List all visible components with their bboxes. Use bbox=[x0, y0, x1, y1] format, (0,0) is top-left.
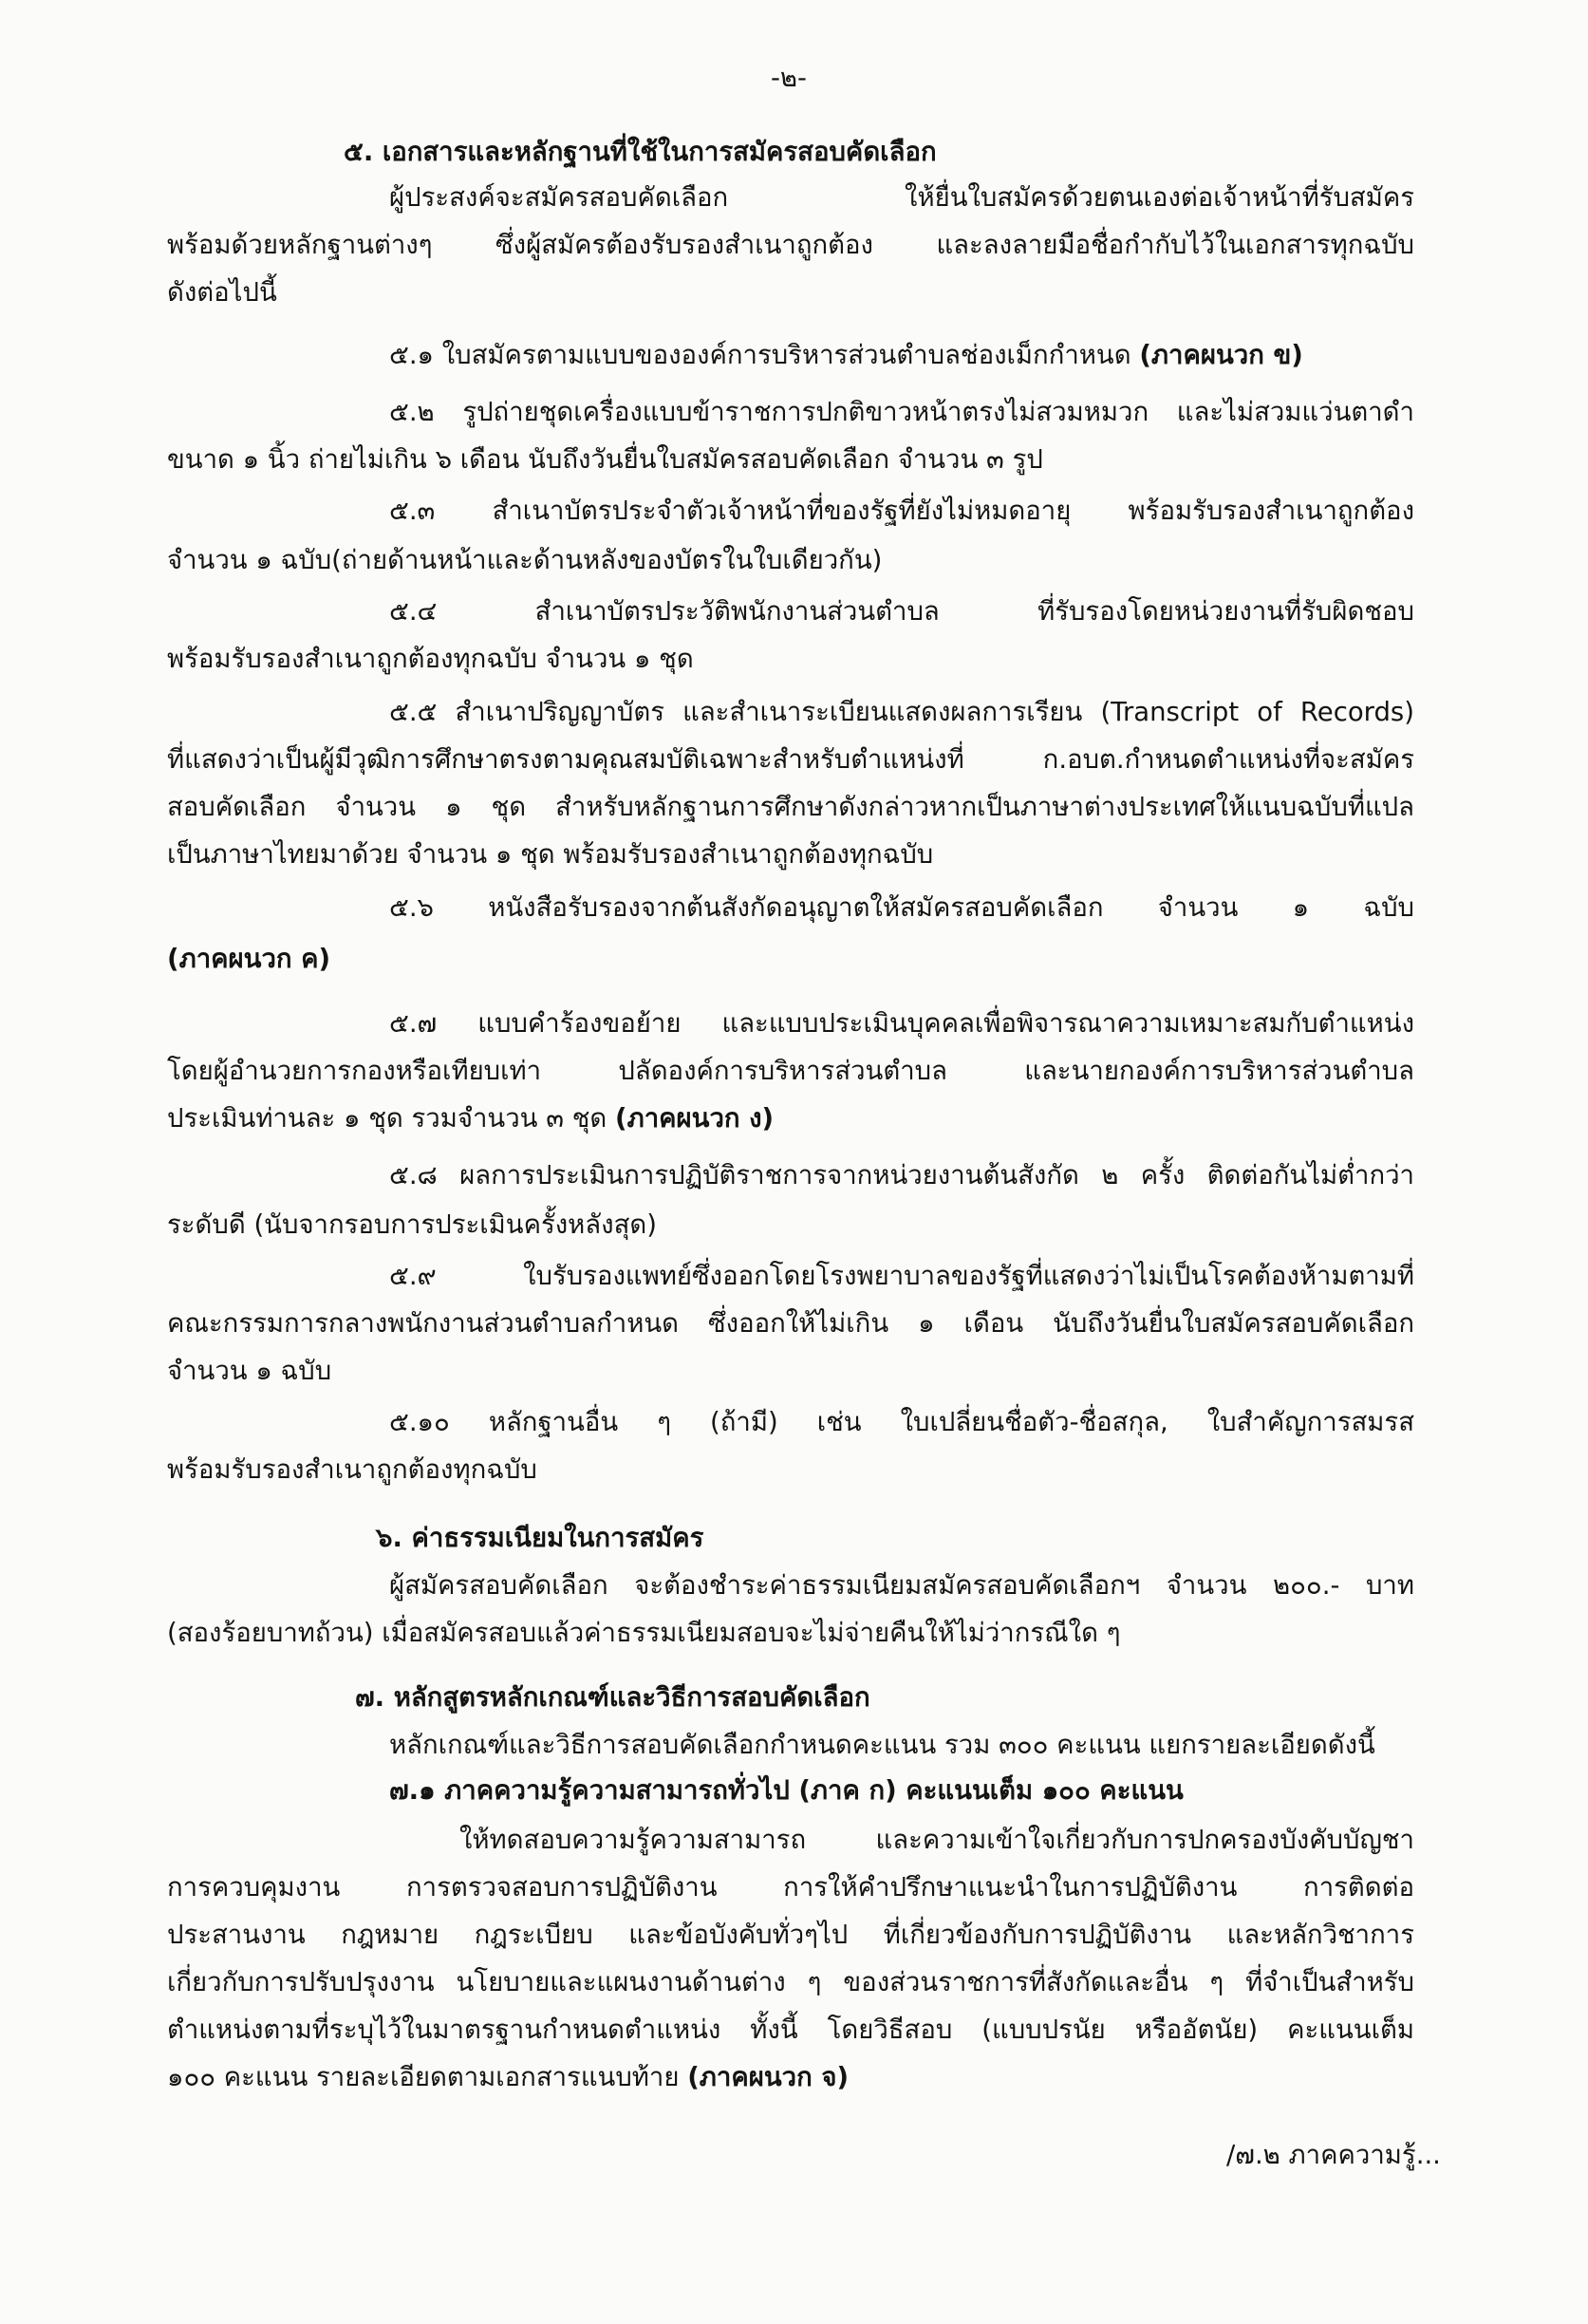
section-7-1-heading: ๗.๑ ภาคความรู้ความสามารถทั่วไป (ภาค ก) คะแนนเต็ม ๑๐๐ คะแนน bbox=[389, 1775, 1184, 1806]
annex-b: (ภาคผนวก ข) bbox=[1139, 340, 1303, 370]
item-5-5-line-4: เป็นภาษาไทยมาด้วย จำนวน ๑ ชุด พร้อมรับรองสำเนาถูกต้องทุกฉบับ bbox=[167, 839, 934, 870]
section-7-1-line-4: เกี่ยวกับการปรับปรุงงาน นโยบายและแผนงานด้านต่าง ๆ ของส่วนราชการที่สังกัดและอื่น ๆ ที่จำเป็นสำหรับ bbox=[167, 1967, 1414, 1997]
item-5-4-line-2: พร้อมรับรองสำเนาถูกต้องทุกฉบับ จำนวน ๑ ชุด bbox=[167, 644, 694, 674]
item-5-9-line-3: จำนวน ๑ ฉบับ bbox=[167, 1356, 332, 1386]
annex-c: (ภาคผนวก ค) bbox=[167, 944, 331, 974]
section-6-line-1: ผู้สมัครสอบคัดเลือก จะต้องชำระค่าธรรมเนียมสมัครสอบคัดเลือกฯ จำนวน ๒๐๐.- บาท bbox=[389, 1570, 1414, 1601]
item-5-1: ๕.๑ ใบสมัครตามแบบขององค์การบริหารส่วนตำบลช่องเม็กกำหนด (ภาคผนวก ข) bbox=[389, 340, 1303, 370]
annex-d: (ภาคผนวก ง) bbox=[615, 1103, 775, 1134]
section-5-intro-line-1: ผู้ประสงค์จะสมัครสอบคัดเลือก ให้ยื่นใบสมัครด้วยตนเองต่อเจ้าหน้าที่รับสมัคร bbox=[389, 182, 1414, 213]
item-5-3-line-1: ๕.๓ สำเนาบัตรประจำตัวเจ้าหน้าที่ของรัฐที่ยังไม่หมดอายุ พร้อมรับรองสำเนาถูกต้อง bbox=[389, 496, 1414, 526]
section-7-1-line-3: ประสานงาน กฎหมาย กฎระเบียบ และข้อบังคับทั่วๆไป ที่เกี่ยวข้องกับการปฏิบัติงาน และหลักวิชาการ bbox=[167, 1920, 1414, 1950]
section-5-intro-line-3: ดังต่อไปนี้ bbox=[167, 277, 277, 308]
section-7-1-line-5: ตำแหน่งตามที่ระบุไว้ในมาตรฐานกำหนดตำแหน่ง ทั้งนี้ โดยวิธีสอบ (แบบปรนัย หรืออัตนัย) คะแนนเต็ม bbox=[167, 2015, 1414, 2045]
section-6-heading: ๖. ค่าธรรมเนียมในการสมัคร bbox=[376, 1523, 704, 1553]
item-5-9-line-2: คณะกรรมการกลางพนักงานส่วนตำบลกำหนด ซึ่งออกให้ไม่เกิน ๑ เดือน นับถึงวันยื่นใบสมัครสอบคัดเลือก bbox=[167, 1308, 1414, 1339]
page-number: -๒- bbox=[771, 63, 807, 93]
item-5-3-line-2: จำนวน ๑ ฉบับ(ถ่ายด้านหน้าและด้านหลังของบัตรในใบเดียวกัน) bbox=[167, 545, 883, 575]
section-7-1-line-2: การควบคุมงาน การตรวจสอบการปฏิบัติงาน การให้คำปรึกษาแนะนำในการปฏิบัติงาน การติดต่อ bbox=[167, 1872, 1414, 1902]
annex-e: (ภาคผนวก จ) bbox=[687, 2062, 850, 2092]
section-5-heading: ๕. เอกสารและหลักฐานที่ใช้ในการสมัครสอบคัดเลือก bbox=[344, 137, 937, 167]
section-7-1-line-6: ๑๐๐ คะแนน รายละเอียดตามเอกสารแนบท้าย (ภาคผนวก จ) bbox=[167, 2062, 850, 2092]
section-7-1-line-1: ให้ทดสอบความรู้ความสามารถ และความเข้าใจเกี่ยวกับการปกครองบังคับบัญชา bbox=[459, 1825, 1414, 1855]
continuation-note: /๗.๒ ภาคความรู้... bbox=[1226, 2140, 1441, 2170]
item-5-6-line-1: ๕.๖ หนังสือรับรองจากต้นสังกัดอนุญาตให้สมัครสอบคัดเลือก จำนวน ๑ ฉบับ bbox=[389, 892, 1414, 923]
item-5-7-line-2: โดยผู้อำนวยการกองหรือเทียบเท่า ปลัดองค์การบริหารส่วนตำบล และนายกองค์การบริหารส่วนตำบล bbox=[167, 1056, 1414, 1086]
item-5-5-line-2: ที่แสดงว่าเป็นผู้มีวุฒิการศึกษาตรงตามคุณสมบัติเฉพาะสำหรับตำแหน่งที่ ก.อบต.กำหนดตำแหน่งที่จะสมัคร bbox=[167, 744, 1414, 775]
section-6-line-2: (สองร้อยบาทถ้วน) เมื่อสมัครสอบแล้วค่าธรรมเนียมสอบจะไม่จ่ายคืนให้ไม่ว่ากรณีใด ๆ bbox=[167, 1618, 1121, 1648]
item-5-7-line-1: ๕.๗ แบบคำร้องขอย้าย และแบบประเมินบุคคลเพื่อพิจารณาความเหมาะสมกับตำแหน่ง bbox=[389, 1008, 1414, 1039]
item-5-10-line-2: พร้อมรับรองสำเนาถูกต้องทุกฉบับ bbox=[167, 1454, 537, 1485]
item-5-8-line-1: ๕.๘ ผลการประเมินการปฏิบัติราชการจากหน่วยงานต้นสังกัด ๒ ครั้ง ติดต่อกันไม่ต่ำกว่า bbox=[389, 1160, 1414, 1190]
item-5-2-line-1: ๕.๒ รูปถ่ายชุดเครื่องแบบข้าราชการปกติขาวหน้าตรงไม่สวมหมวก และไม่สวมแว่นตาดำ bbox=[389, 397, 1414, 427]
item-5-4-line-1: ๕.๔ สำเนาบัตรประวัติพนักงานส่วนตำบล ที่รับรองโดยหน่วยงานที่รับผิดชอบ bbox=[389, 596, 1414, 627]
item-5-8-line-2: ระดับดี (นับจากรอบการประเมินครั้งหลังสุด) bbox=[167, 1209, 657, 1240]
item-5-5-line-1: ๕.๕ สำเนาปริญญาบัตร และสำเนาระเบียนแสดงผลการเรียน (Transcript of Records) bbox=[389, 697, 1414, 727]
section-7-heading: ๗. หลักสูตรหลักเกณฑ์และวิธีการสอบคัดเลือก bbox=[355, 1682, 870, 1713]
section-7-intro: หลักเกณฑ์และวิธีการสอบคัดเลือกกำหนดคะแนน รวม ๓๐๐ คะแนน แยกรายละเอียดดังนี้ bbox=[389, 1730, 1375, 1760]
item-5-10-line-1: ๕.๑๐ หลักฐานอื่น ๆ (ถ้ามี) เช่น ใบเปลี่ยนชื่อตัว-ชื่อสกุล, ใบสำคัญการสมรส bbox=[389, 1407, 1414, 1437]
item-5-7-line-3: ประเมินท่านละ ๑ ชุด รวมจำนวน ๓ ชุด (ภาคผนวก ง) bbox=[167, 1103, 775, 1134]
section-5-intro-line-2: พร้อมด้วยหลักฐานต่างๆ ซึ่งผู้สมัครต้องรับรองสำเนาถูกต้อง และลงลายมือชื่อกำกับไว้ในเอกสารทุกฉบับ bbox=[167, 230, 1414, 260]
item-5-9-line-1: ๕.๙ ใบรับรองแพทย์ซึ่งออกโดยโรงพยาบาลของรัฐที่แสดงว่าไม่เป็นโรคต้องห้ามตามที่ bbox=[389, 1261, 1414, 1291]
item-5-2-line-2: ขนาด ๑ นิ้ว ถ่ายไม่เกิน ๖ เดือน นับถึงวันยื่นใบสมัครสอบคัดเลือก จำนวน ๓ รูป bbox=[167, 444, 1043, 475]
item-5-5-line-3: สอบคัดเลือก จำนวน ๑ ชุด สำหรับหลักฐานการศึกษาดังกล่าวหากเป็นภาษาต่างประเทศให้แนบฉบับที่แปล bbox=[167, 792, 1414, 822]
